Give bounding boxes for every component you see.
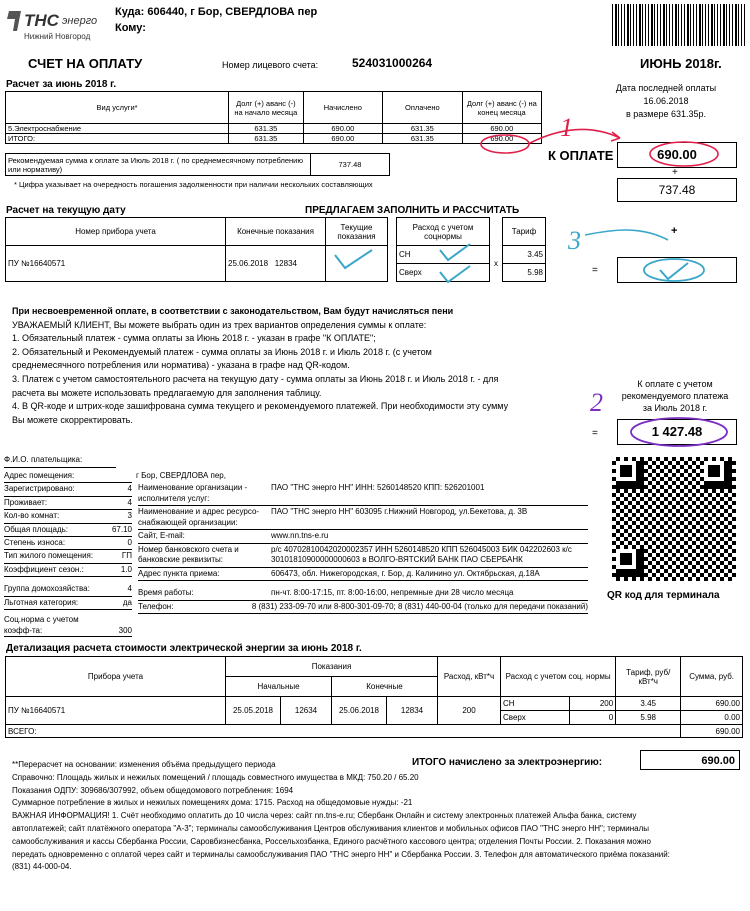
detail-over: Сверх (501, 711, 570, 725)
recommended-table (5, 153, 390, 176)
current-meter: ПУ №16640571 (6, 246, 226, 282)
digit-1: 1 (560, 113, 573, 142)
calc-h-end: Долг (+) аванс (-) на конец месяца (462, 92, 541, 124)
calc-h-start: Долг (+) аванс (-) на начало месяца (229, 92, 303, 124)
info-val: 8 (831) 233-09-70 или 8-800-301-09-70; 8 (831) 440-00-04 (только для передачи показаний) (251, 601, 588, 611)
table-row (6, 124, 542, 134)
info-val: ПАО "ТНС энерго НН" ИНН: 5260148520 КПП: 526201001 (271, 483, 485, 492)
cell: 631.35 (229, 124, 303, 134)
current-h-final: Конечные показания (226, 218, 326, 246)
last-payment-amount: в размере 631.35р. (625, 109, 707, 119)
cell: 690.00 (303, 124, 383, 134)
detail-over-sum: 0.00 (681, 711, 743, 725)
notice-item: 2. Обязательный и Рекомендуемый платеж - сумма оплаты за Июнь 2018 г. и Июль 2018 г. (с учетом (12, 346, 432, 357)
detail-h-readings: Показания (226, 657, 438, 677)
notice-item: Вы можете скорректировать. (12, 414, 133, 425)
current-suggest: ПРЕДЛАГАЕМ ЗАПОЛНИТЬ И РАССЧИТАТЬ (305, 205, 520, 216)
current-eq: = (592, 265, 598, 276)
calc-footnote: * Цифра указывает на очередность погашения задолженности при наличии нескольких составляющих (14, 180, 373, 189)
footer-line: Показания ОДПУ: 309686/307992, объем общедомового потребления: 1694 (12, 785, 294, 795)
cell: 631.35 (229, 134, 303, 144)
address-to (115, 6, 317, 18)
calc-h-charged: Начислено (303, 92, 383, 124)
info-row (138, 568, 588, 582)
info-val: 0 (127, 538, 132, 548)
notice (12, 305, 612, 427)
info-key: Общая площадь: (4, 524, 69, 534)
notice-item: 1. Обязательный платеж - сумма оплаты за Июнь 2018 г. - указан в графе "К ОПЛАТЕ"; (12, 333, 376, 344)
info-key: Тип жилого помещения: (4, 551, 94, 561)
detail-h-meter: Прибора учета (6, 657, 226, 697)
table-row (6, 697, 743, 711)
current-result-box[interactable] (617, 257, 737, 283)
info-key: Льготная категория: (4, 597, 79, 607)
info-key: Проживает: (4, 497, 48, 507)
cell: 5.Электроснабжение (6, 124, 229, 134)
itogo-label: ИТОГО начислено за электроэнергию: (412, 757, 603, 768)
tariff-h: Тариф (503, 218, 546, 246)
recommended-eq: = (592, 428, 598, 439)
current-plus: + (671, 225, 678, 237)
info-key: Кол-во комнат: (4, 511, 60, 521)
recommended-value: 737.48 (311, 154, 390, 176)
cell: ИТОГО: (6, 134, 229, 144)
detail-h-flow-norm: Расход с учетом соц. нормы (501, 657, 616, 697)
detail-r1: 12634 (281, 697, 332, 725)
digit-2: 2 (590, 388, 603, 417)
barcode (612, 4, 746, 46)
info-key: Телефон: (138, 601, 174, 611)
logo-mark-icon (6, 10, 22, 32)
period: ИЮНЬ 2018г. (640, 56, 722, 71)
detail-d1: 25.05.2018 (226, 697, 281, 725)
calc-title: Расчет за июнь 2018 г. (6, 79, 117, 90)
to-label: Куда: (115, 6, 145, 18)
footer-line: **Перерасчет на основании: изменения объёма предыдущего периода (12, 760, 276, 769)
current-reading: 12834 (274, 259, 297, 268)
to-value: 606440, г Бор, СВЕРДЛОВА пер (147, 6, 318, 18)
detail-d2: 25.06.2018 (332, 697, 387, 725)
table-row (6, 134, 542, 144)
itogo-value: 690.00 (640, 750, 740, 770)
footer (12, 759, 747, 874)
current-table (5, 217, 388, 282)
info-row (138, 530, 588, 544)
info-key: Номер банковского счета и банковские реквизиты: (138, 544, 239, 564)
notice-item: среднемесячного потребления или норматива) - указана в графе над QR-кодом. (12, 360, 350, 371)
info-key: Время работы: (138, 588, 194, 597)
info-key: Наименование и адрес ресурсо-снабжающей организации: (138, 507, 260, 527)
info-key: Коэффициент сезон.: (4, 564, 84, 574)
detail-sn-val: 200 (570, 697, 616, 711)
detail-h-end: Конечные (332, 677, 438, 697)
tariff-over: 5.98 (503, 264, 546, 282)
footer-line: самообслуживания и кассы Сбербанка России, Саровбизнесбанка, Россельхозбанка, Единого расчётного кассового центра; отделения Почты России. 2. Показания можно (12, 836, 651, 846)
info-row (138, 601, 588, 615)
digit-3: 3 (568, 226, 581, 255)
table-row (6, 725, 743, 738)
detail-h-flow: Расход, кВт*ч (438, 657, 501, 697)
qr-finder (616, 549, 636, 569)
info-val: пн-чт. 8:00-17:15, пт. 8:00-16:00, непремные дни 28 число месяца (271, 588, 514, 597)
detail-flow: 200 (438, 697, 501, 725)
detail-sn: СН (501, 697, 570, 711)
info-val: 606473, обл. Нижегородская, г. Бор, д. Калинино ул. Октябрьская, д.18А (271, 568, 540, 578)
info-row (138, 544, 588, 568)
footer-line: Справочно: Площадь жилых и нежилых помещений / площадь совместного имущества в МКД: 750.20 / 65.20 (12, 772, 419, 782)
to-pay-plus: + (672, 167, 678, 178)
info-val: 3 (127, 511, 132, 521)
info-row (138, 587, 588, 601)
info-val: www.nn.tns-e.ru (271, 531, 329, 540)
footer-line: Суммарное потребление в жилых и нежилых помещениях дома: 1715. Расход на общедомовые нужды: -21 (12, 798, 413, 808)
cell: 631.35 (383, 134, 462, 144)
info-val: да (122, 597, 132, 607)
detail-h-start: Начальные (226, 677, 332, 697)
info-row (4, 537, 132, 550)
info-key: Сайт, E-mail: (138, 531, 185, 540)
account-number: 524031000264 (352, 56, 433, 70)
footer-line: передать одновременно с оплатой через сайт и терминалы самообслуживания ПАО "ТНС энерго НН" и Сбербанка России. 3. Телефон для автоматического приёма показаний: (12, 849, 670, 859)
info-right (138, 482, 588, 614)
footer-line: автоплатежей; сайт платёжного оператора "А-3"; терминалы самообслуживания Центров обслуживания клиентов и мобильных офисов ПАО "ТНС энерго НН"; терминалы (12, 823, 650, 833)
info-row (4, 597, 132, 610)
info-val: 4 (127, 584, 132, 594)
info-key: Наименование организации - исполнителя услуг: (138, 483, 248, 503)
detail-title: Детализация расчета стоимости электрической энергии за июнь 2018 г. (6, 643, 362, 654)
info-row (4, 583, 132, 596)
last-payment-l1: Дата последней оплаты (615, 83, 717, 93)
notice-intro: УВАЖАЕМЫЙ КЛИЕНТ, Вы можете выбрать один из трех вариантов определения суммы к оплате: (12, 319, 427, 330)
qr-label: QR код для терминала (607, 590, 720, 601)
calc-h-service: Вид услуги* (6, 92, 229, 124)
info-row (4, 470, 132, 483)
current-reading-input[interactable] (326, 246, 388, 282)
detail-table (5, 656, 743, 738)
brand-city: Нижний Новгород (24, 32, 91, 41)
footer-line: ВАЖНАЯ ИНФОРМАЦИЯ! 1. Счёт необходимо оплатить до 10 числа через: сайт nn.tns-e.ru; Сбербанк Онлайн и систему электронных платежей Альфа банка, систему (12, 811, 637, 821)
notice-bold: При несвоевременной оплате, в соответствии с законодательством, Вам будут начисляться пени (12, 306, 454, 316)
notice-item: 3. Платеж с учетом самостоятельного расчета на текущую дату - сумма оплаты за Июнь 2018 г. и Июль 2018 г. - для (12, 373, 499, 384)
multiply-sign: х (494, 259, 498, 268)
cell: 631.35 (383, 124, 462, 134)
flow-table (396, 217, 546, 282)
info-val: ГП (121, 551, 132, 561)
info-row (138, 482, 588, 506)
last-payment (600, 82, 732, 121)
arrow-blue (585, 230, 668, 240)
qr-finder (704, 461, 724, 481)
cell: 690.00 (303, 134, 383, 144)
info-row (138, 506, 588, 530)
calc-h-paid: Оплачено (383, 92, 462, 124)
address-val: г Бор, СВЕРДЛОВА пер, (136, 471, 226, 480)
info-key: Степень износа: (4, 538, 66, 548)
info-key: Соц.норма с учетом коэфф-та: (4, 615, 79, 636)
info-val: р/с 40702810042020002357 ИНН 5260148520 КПП 526045003 БИК 042202603 к/с 30101810900000000603 в ВОЛГО-ВЯТСКИЙ БАНК ПАО СБЕРБАНК (271, 544, 572, 564)
recommended-label: Рекомендуемая сумма к оплате за Июль 2018 г. ( по среднемесячному потреблению или нормативу) (6, 154, 311, 176)
cell: 690.00 (462, 134, 541, 144)
qr-finder (616, 461, 636, 481)
info-row (4, 510, 132, 523)
info-val: 300 (118, 626, 132, 636)
recommended-pay-label (612, 378, 738, 414)
info-row (4, 564, 132, 577)
info-val: 4 (127, 497, 132, 507)
flow-over[interactable]: Сверх (397, 264, 490, 282)
to-pay-add: 737.48 (617, 178, 737, 202)
info-row (4, 497, 132, 510)
info-key: Адрес помещения: (4, 471, 75, 480)
detail-meter: ПУ №16640571 (6, 697, 226, 725)
cell: 690.00 (462, 124, 541, 134)
info-row (4, 550, 132, 563)
detail-sn-tar: 3.45 (616, 697, 681, 711)
logo (6, 6, 106, 46)
flow-h: Расход с учетом соцнормы (397, 218, 490, 246)
info-val: ПАО "ТНС энерго НН" 603095 г.Нижний Новгород, ул.Бекетова, д. 3В (271, 507, 528, 516)
notice-item: 4. В QR-коде и штрих-коде зашифрована сумма текущего и рекомендуемого платежей. При необходимости эту сумму (12, 401, 509, 412)
to-pay-label: К ОПЛАТЕ (548, 148, 614, 163)
recommended-pay-value: 1 427.48 (617, 419, 737, 445)
detail-total: 690.00 (681, 725, 743, 738)
info-key: Зарегистрировано: (4, 484, 75, 494)
detail-over-tar: 5.98 (616, 711, 681, 725)
doc-title: СЧЕТ НА ОПЛАТУ (28, 56, 143, 71)
to-pay-value: 690.00 (617, 142, 737, 168)
current-title: Расчет на текущую дату (6, 205, 126, 216)
detail-h-tariff: Тариф, руб/кВт*ч (616, 657, 681, 697)
arrow-red (530, 129, 620, 143)
info-row (4, 483, 132, 496)
info-val: 4 (127, 484, 132, 494)
flow-sn[interactable]: СН (397, 246, 490, 264)
detail-sn-sum: 690.00 (681, 697, 743, 711)
notice-item: расчета вы можете использовать предлагаемую для заполнения таблицу. (12, 387, 322, 398)
current-date: 25.06.2018 (228, 259, 269, 268)
current-h-meter: Номер прибора учета (6, 218, 226, 246)
detail-total-label: ВСЕГО: (6, 725, 681, 738)
rec-l2: рекомендуемого платежа (621, 391, 729, 401)
current-h-cur: Текущие показания (326, 218, 388, 246)
rec-l3: за Июль 2018 г. (642, 403, 708, 413)
brand-name: ТНС (24, 11, 59, 30)
detail-over-val: 0 (570, 711, 616, 725)
detail-r2: 12834 (387, 697, 438, 725)
info-key: Адрес пункта приема: (138, 568, 220, 578)
info-left (4, 455, 132, 468)
last-payment-date: 16.06.2018 (643, 96, 689, 106)
rec-l1: К оплате с учетом (637, 379, 713, 389)
account-label: Номер лицевого счета: (222, 60, 319, 70)
tariff-sn: 3.45 (503, 246, 546, 264)
info-key: Группа домохозяйства: (4, 584, 90, 594)
footer-line: (831) 44-000-04. (12, 862, 72, 872)
detail-h-sum: Сумма, руб. (681, 657, 743, 697)
info-val: 1.0 (120, 564, 132, 574)
brand-sub: энерго (62, 15, 98, 27)
calc-table (5, 91, 542, 144)
info-row (4, 614, 132, 637)
info-row (4, 524, 132, 537)
payer-name-label: Ф.И.О. плательщика: (4, 455, 116, 468)
address-whom: Кому: (115, 22, 146, 34)
info-val: 67.10 (111, 524, 132, 534)
